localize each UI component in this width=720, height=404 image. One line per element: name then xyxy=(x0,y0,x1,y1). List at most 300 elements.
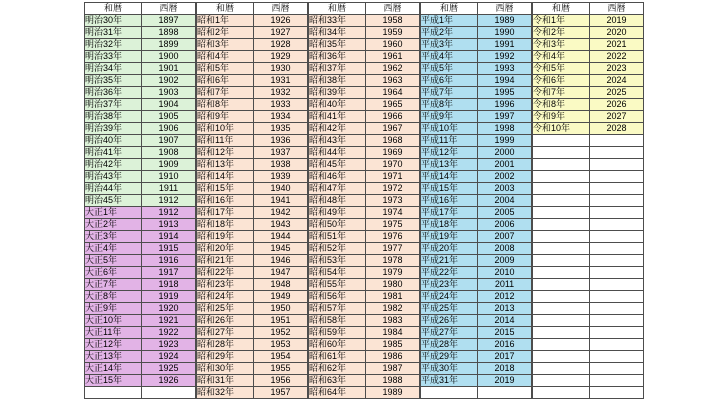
table-row xyxy=(85,123,196,135)
table-row xyxy=(309,363,420,375)
table-row xyxy=(421,147,532,159)
wareki-cell: 大正10年 xyxy=(85,315,142,327)
wareki-cell: 昭和3年 xyxy=(197,39,254,51)
wareki-cell xyxy=(533,339,590,351)
wareki-cell: 昭和29年 xyxy=(197,351,254,363)
seireki-cell: 1992 xyxy=(478,51,532,63)
wareki-cell: 大正7年 xyxy=(85,279,142,291)
table-row xyxy=(421,99,532,111)
wareki-cell xyxy=(533,219,590,231)
seireki-cell: 1914 xyxy=(142,231,196,243)
wareki-cell xyxy=(533,279,590,291)
table-row xyxy=(533,183,644,195)
wareki-cell xyxy=(533,135,590,147)
table-row xyxy=(533,63,644,75)
seireki-cell: 2016 xyxy=(478,339,532,351)
table-row xyxy=(309,387,420,399)
era-year-table-4 xyxy=(420,2,532,399)
seireki-cell: 1910 xyxy=(142,171,196,183)
seireki-cell: 1983 xyxy=(366,315,420,327)
wareki-cell: 昭和38年 xyxy=(309,75,366,87)
seireki-cell: 1934 xyxy=(254,111,308,123)
wareki-cell: 昭和53年 xyxy=(309,255,366,267)
seireki-cell: 2005 xyxy=(478,207,532,219)
seireki-cell: 1957 xyxy=(254,387,308,399)
wareki-cell: 昭和23年 xyxy=(197,279,254,291)
seireki-cell: 1967 xyxy=(366,123,420,135)
wareki-cell xyxy=(533,171,590,183)
wareki-cell xyxy=(533,315,590,327)
seireki-cell: 2004 xyxy=(478,195,532,207)
seireki-cell: 1939 xyxy=(254,171,308,183)
table-row xyxy=(197,195,308,207)
wareki-cell: 平成3年 xyxy=(421,39,478,51)
wareki-cell: 昭和46年 xyxy=(309,171,366,183)
seireki-cell: 2011 xyxy=(478,279,532,291)
seireki-cell: 1949 xyxy=(254,291,308,303)
table-row xyxy=(309,255,420,267)
table-row xyxy=(421,207,532,219)
seireki-cell xyxy=(590,315,644,327)
seireki-cell: 1952 xyxy=(254,327,308,339)
wareki-cell: 昭和27年 xyxy=(197,327,254,339)
seireki-cell: 1950 xyxy=(254,303,308,315)
seireki-cell: 2022 xyxy=(590,51,644,63)
table-row xyxy=(309,315,420,327)
seireki-cell: 1961 xyxy=(366,51,420,63)
seireki-cell: 1941 xyxy=(254,195,308,207)
table-row xyxy=(197,171,308,183)
table-row xyxy=(421,327,532,339)
table-row xyxy=(533,123,644,135)
seireki-cell: 1926 xyxy=(254,15,308,27)
wareki-cell: 昭和5年 xyxy=(197,63,254,75)
wareki-cell: 明治41年 xyxy=(85,147,142,159)
seireki-cell: 2019 xyxy=(478,375,532,387)
table-row xyxy=(533,207,644,219)
wareki-cell: 昭和45年 xyxy=(309,159,366,171)
table-row xyxy=(533,375,644,387)
seireki-cell: 1926 xyxy=(142,375,196,387)
table-row xyxy=(533,51,644,63)
wareki-cell: 大正11年 xyxy=(85,327,142,339)
table-row xyxy=(421,159,532,171)
seireki-cell: 1917 xyxy=(142,267,196,279)
seireki-cell: 2028 xyxy=(590,123,644,135)
seireki-cell: 1953 xyxy=(254,339,308,351)
table-row xyxy=(85,243,196,255)
seireki-cell: 1918 xyxy=(142,279,196,291)
wareki-cell xyxy=(533,351,590,363)
seireki-cell: 1912 xyxy=(142,195,196,207)
seireki-cell: 1944 xyxy=(254,231,308,243)
wareki-cell: 平成10年 xyxy=(421,123,478,135)
wareki-cell: 平成22年 xyxy=(421,267,478,279)
seireki-cell: 1916 xyxy=(142,255,196,267)
wareki-cell: 昭和7年 xyxy=(197,87,254,99)
table-row xyxy=(421,135,532,147)
seireki-cell: 1911 xyxy=(142,183,196,195)
table-row xyxy=(309,327,420,339)
seireki-cell: 1997 xyxy=(478,111,532,123)
wareki-cell: 昭和4年 xyxy=(197,51,254,63)
table-row xyxy=(85,171,196,183)
table-row xyxy=(309,147,420,159)
wareki-cell: 昭和43年 xyxy=(309,135,366,147)
wareki-cell: 昭和32年 xyxy=(197,387,254,399)
table-row xyxy=(197,135,308,147)
table-row xyxy=(197,87,308,99)
seireki-cell xyxy=(590,339,644,351)
table-row xyxy=(533,111,644,123)
table-row xyxy=(85,51,196,63)
wareki-cell: 大正9年 xyxy=(85,303,142,315)
table-row xyxy=(197,219,308,231)
wareki-cell: 昭和50年 xyxy=(309,219,366,231)
table-row xyxy=(309,135,420,147)
wareki-cell: 昭和51年 xyxy=(309,231,366,243)
wareki-cell: 大正2年 xyxy=(85,219,142,231)
wareki-cell xyxy=(533,255,590,267)
seireki-cell: 1979 xyxy=(366,267,420,279)
seireki-cell: 1913 xyxy=(142,219,196,231)
seireki-cell: 1942 xyxy=(254,207,308,219)
table-row xyxy=(533,87,644,99)
seireki-cell: 1973 xyxy=(366,195,420,207)
table-row xyxy=(85,327,196,339)
table-row xyxy=(309,183,420,195)
wareki-cell: 昭和2年 xyxy=(197,27,254,39)
seireki-cell: 2026 xyxy=(590,99,644,111)
seireki-cell: 1988 xyxy=(366,375,420,387)
table-row xyxy=(421,51,532,63)
seireki-cell xyxy=(590,255,644,267)
seireki-cell xyxy=(590,375,644,387)
table-row xyxy=(421,123,532,135)
wareki-cell: 令和10年 xyxy=(533,123,590,135)
table-row xyxy=(85,63,196,75)
wareki-cell: 昭和10年 xyxy=(197,123,254,135)
seireki-cell: 1991 xyxy=(478,39,532,51)
seireki-cell: 2002 xyxy=(478,171,532,183)
wareki-cell xyxy=(533,195,590,207)
seireki-cell: 2018 xyxy=(478,363,532,375)
table-row xyxy=(421,243,532,255)
wareki-cell: 平成2年 xyxy=(421,27,478,39)
wareki-cell: 平成13年 xyxy=(421,159,478,171)
seireki-cell: 1922 xyxy=(142,327,196,339)
table-row xyxy=(85,135,196,147)
wareki-cell: 令和4年 xyxy=(533,51,590,63)
seireki-cell: 1965 xyxy=(366,99,420,111)
table-row xyxy=(197,351,308,363)
seireki-cell: 1971 xyxy=(366,171,420,183)
wareki-cell: 平成4年 xyxy=(421,51,478,63)
table-row xyxy=(85,315,196,327)
seireki-cell: 1897 xyxy=(142,15,196,27)
table-row xyxy=(197,279,308,291)
table-row xyxy=(309,267,420,279)
seireki-cell: 1999 xyxy=(478,135,532,147)
table-row xyxy=(309,159,420,171)
wareki-cell: 明治31年 xyxy=(85,27,142,39)
table-row xyxy=(309,87,420,99)
wareki-cell: 平成16年 xyxy=(421,195,478,207)
seireki-cell: 2008 xyxy=(478,243,532,255)
seireki-cell: 1938 xyxy=(254,159,308,171)
table-row xyxy=(533,243,644,255)
table-row xyxy=(533,75,644,87)
table-row xyxy=(85,15,196,27)
seireki-cell: 2027 xyxy=(590,111,644,123)
wareki-cell: 昭和26年 xyxy=(197,315,254,327)
wareki-header: 和暦 xyxy=(197,3,254,15)
table-row xyxy=(197,147,308,159)
wareki-cell: 昭和9年 xyxy=(197,111,254,123)
seireki-cell xyxy=(142,387,196,399)
seireki-cell: 1915 xyxy=(142,243,196,255)
wareki-cell: 令和9年 xyxy=(533,111,590,123)
wareki-cell: 明治39年 xyxy=(85,123,142,135)
table-row xyxy=(533,339,644,351)
table-row xyxy=(309,39,420,51)
seireki-cell: 2021 xyxy=(590,39,644,51)
wareki-cell: 昭和40年 xyxy=(309,99,366,111)
wareki-cell: 昭和19年 xyxy=(197,231,254,243)
seireki-cell: 2000 xyxy=(478,147,532,159)
table-row xyxy=(197,243,308,255)
table-row xyxy=(309,243,420,255)
table-row xyxy=(85,291,196,303)
wareki-cell: 大正1年 xyxy=(85,207,142,219)
seireki-cell: 1947 xyxy=(254,267,308,279)
table-row xyxy=(309,171,420,183)
table-row xyxy=(421,195,532,207)
table-row xyxy=(533,99,644,111)
wareki-cell: 昭和63年 xyxy=(309,375,366,387)
seireki-cell: 1955 xyxy=(254,363,308,375)
table-row xyxy=(85,75,196,87)
wareki-cell: 昭和59年 xyxy=(309,327,366,339)
seireki-cell: 1962 xyxy=(366,63,420,75)
table-row xyxy=(309,75,420,87)
table-row xyxy=(533,363,644,375)
wareki-cell: 昭和35年 xyxy=(309,39,366,51)
table-row xyxy=(197,207,308,219)
seireki-cell: 2010 xyxy=(478,267,532,279)
wareki-cell: 昭和52年 xyxy=(309,243,366,255)
table-row xyxy=(85,267,196,279)
seireki-header: 西暦 xyxy=(254,3,308,15)
wareki-cell: 平成28年 xyxy=(421,339,478,351)
wareki-cell: 昭和48年 xyxy=(309,195,366,207)
seireki-cell xyxy=(590,135,644,147)
table-row xyxy=(421,183,532,195)
seireki-cell: 1932 xyxy=(254,87,308,99)
table-row xyxy=(309,375,420,387)
wareki-cell: 平成8年 xyxy=(421,99,478,111)
wareki-cell: 平成26年 xyxy=(421,315,478,327)
wareki-cell: 大正4年 xyxy=(85,243,142,255)
seireki-cell: 1987 xyxy=(366,363,420,375)
seireki-cell: 1945 xyxy=(254,243,308,255)
wareki-cell: 昭和18年 xyxy=(197,219,254,231)
wareki-cell: 平成25年 xyxy=(421,303,478,315)
header-row xyxy=(309,3,420,15)
seireki-cell xyxy=(590,243,644,255)
table-row xyxy=(533,39,644,51)
seireki-cell: 1901 xyxy=(142,63,196,75)
header-row xyxy=(421,3,532,15)
table-row xyxy=(197,267,308,279)
seireki-cell: 1993 xyxy=(478,63,532,75)
seireki-cell: 1912 xyxy=(142,207,196,219)
wareki-cell: 平成31年 xyxy=(421,375,478,387)
seireki-header: 西暦 xyxy=(590,3,644,15)
seireki-cell: 1900 xyxy=(142,51,196,63)
wareki-cell: 明治43年 xyxy=(85,171,142,183)
seireki-cell: 1972 xyxy=(366,183,420,195)
wareki-cell: 大正8年 xyxy=(85,291,142,303)
wareki-cell: 平成6年 xyxy=(421,75,478,87)
seireki-cell: 2001 xyxy=(478,159,532,171)
wareki-cell: 昭和33年 xyxy=(309,15,366,27)
wareki-cell: 平成27年 xyxy=(421,327,478,339)
wareki-header: 和暦 xyxy=(421,3,478,15)
wareki-header: 和暦 xyxy=(309,3,366,15)
table-row xyxy=(85,231,196,243)
table-row xyxy=(85,351,196,363)
seireki-cell: 1937 xyxy=(254,147,308,159)
seireki-cell: 2023 xyxy=(590,63,644,75)
seireki-cell: 1907 xyxy=(142,135,196,147)
wareki-cell: 平成7年 xyxy=(421,87,478,99)
wareki-cell: 平成30年 xyxy=(421,363,478,375)
wareki-cell: 昭和25年 xyxy=(197,303,254,315)
table-row xyxy=(197,375,308,387)
wareki-cell: 昭和21年 xyxy=(197,255,254,267)
wareki-cell: 昭和56年 xyxy=(309,291,366,303)
seireki-cell: 1956 xyxy=(254,375,308,387)
wareki-header: 和暦 xyxy=(85,3,142,15)
table-row xyxy=(197,183,308,195)
table-row xyxy=(421,39,532,51)
seireki-cell: 2020 xyxy=(590,27,644,39)
seireki-cell: 1920 xyxy=(142,303,196,315)
seireki-cell: 2019 xyxy=(590,15,644,27)
seireki-cell xyxy=(590,363,644,375)
wareki-cell: 明治45年 xyxy=(85,195,142,207)
seireki-cell: 1902 xyxy=(142,75,196,87)
table-row xyxy=(85,39,196,51)
era-conversion-table xyxy=(84,2,644,399)
table-row xyxy=(309,111,420,123)
header-row xyxy=(197,3,308,15)
table-row xyxy=(197,303,308,315)
table-row xyxy=(85,111,196,123)
era-year-table-5 xyxy=(532,2,644,399)
table-row xyxy=(197,99,308,111)
wareki-cell: 昭和37年 xyxy=(309,63,366,75)
table-row xyxy=(85,363,196,375)
seireki-cell: 1998 xyxy=(478,123,532,135)
table-row xyxy=(421,279,532,291)
table-row xyxy=(197,291,308,303)
wareki-cell: 大正6年 xyxy=(85,267,142,279)
seireki-cell: 1925 xyxy=(142,363,196,375)
seireki-cell: 1909 xyxy=(142,159,196,171)
wareki-cell: 昭和57年 xyxy=(309,303,366,315)
wareki-cell: 令和2年 xyxy=(533,27,590,39)
seireki-cell: 2017 xyxy=(478,351,532,363)
table-row xyxy=(197,27,308,39)
seireki-cell: 1976 xyxy=(366,231,420,243)
seireki-cell xyxy=(590,231,644,243)
seireki-cell: 2006 xyxy=(478,219,532,231)
table-row xyxy=(421,303,532,315)
seireki-cell: 2003 xyxy=(478,183,532,195)
seireki-cell xyxy=(590,351,644,363)
seireki-cell: 1923 xyxy=(142,339,196,351)
seireki-cell: 1978 xyxy=(366,255,420,267)
seireki-cell: 1906 xyxy=(142,123,196,135)
wareki-cell: 平成18年 xyxy=(421,219,478,231)
wareki-cell: 明治35年 xyxy=(85,75,142,87)
seireki-cell: 1951 xyxy=(254,315,308,327)
table-row xyxy=(85,147,196,159)
seireki-cell: 2012 xyxy=(478,291,532,303)
table-row xyxy=(197,75,308,87)
seireki-cell xyxy=(590,387,644,399)
wareki-cell xyxy=(533,183,590,195)
wareki-cell: 大正15年 xyxy=(85,375,142,387)
wareki-cell: 令和6年 xyxy=(533,75,590,87)
table-row xyxy=(533,15,644,27)
wareki-cell: 明治44年 xyxy=(85,183,142,195)
table-row xyxy=(533,231,644,243)
wareki-cell xyxy=(533,231,590,243)
wareki-cell: 昭和58年 xyxy=(309,315,366,327)
seireki-cell: 1989 xyxy=(478,15,532,27)
wareki-cell: 平成1年 xyxy=(421,15,478,27)
seireki-cell: 1904 xyxy=(142,99,196,111)
table-row xyxy=(309,231,420,243)
seireki-cell: 1981 xyxy=(366,291,420,303)
wareki-cell: 大正5年 xyxy=(85,255,142,267)
wareki-cell: 昭和8年 xyxy=(197,99,254,111)
seireki-cell: 1996 xyxy=(478,99,532,111)
seireki-cell xyxy=(590,219,644,231)
table-row xyxy=(421,267,532,279)
wareki-cell xyxy=(533,363,590,375)
seireki-cell xyxy=(590,207,644,219)
wareki-cell: 大正14年 xyxy=(85,363,142,375)
table-row xyxy=(85,99,196,111)
seireki-cell: 1929 xyxy=(254,51,308,63)
table-row xyxy=(197,51,308,63)
wareki-cell: 明治33年 xyxy=(85,51,142,63)
table-row xyxy=(85,207,196,219)
wareki-cell xyxy=(533,207,590,219)
wareki-cell xyxy=(533,243,590,255)
wareki-cell: 昭和13年 xyxy=(197,159,254,171)
wareki-cell: 昭和16年 xyxy=(197,195,254,207)
seireki-header: 西暦 xyxy=(366,3,420,15)
table-row xyxy=(309,219,420,231)
header-row xyxy=(85,3,196,15)
wareki-cell: 令和1年 xyxy=(533,15,590,27)
seireki-cell: 1986 xyxy=(366,351,420,363)
